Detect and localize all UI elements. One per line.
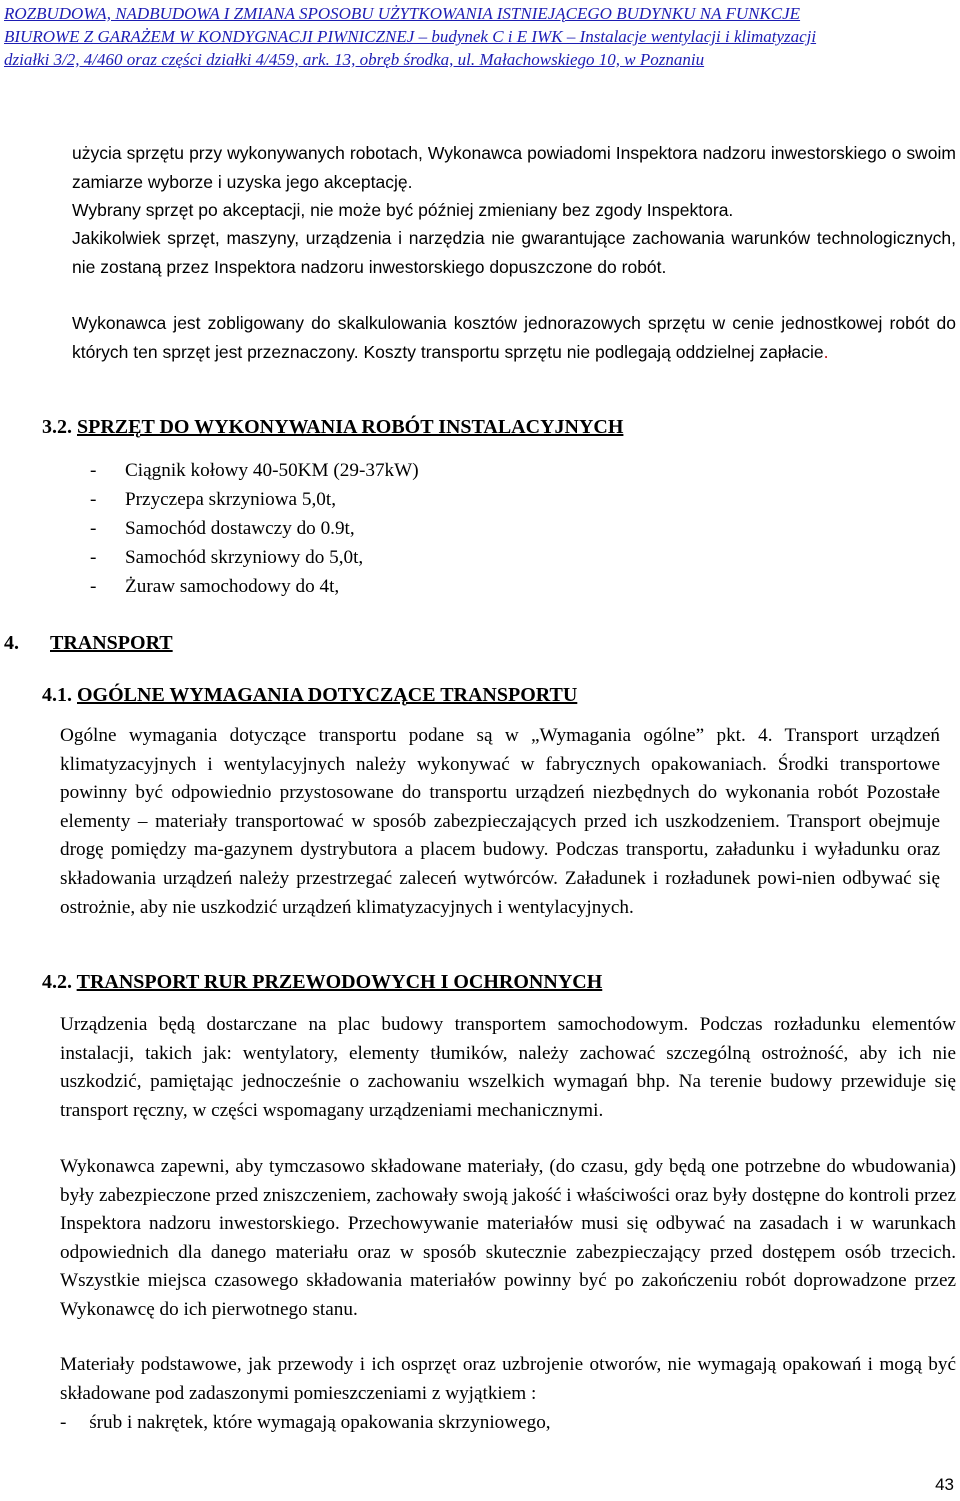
paragraph-transport-general: Ogólne wymagania dotyczące transportu podane są w „Wymagania ogólne” pkt. 4. Transport urządzeń klimatyzacyjnych i wentylacyjnych należy wykonywać w fabrycznych opakowaniach. Środki transportowe powinny być odpowiednio przystosowane do transportu urządzeń niezbędnych do wykonania robót Pozostałe elementy – materiały transportować w sposób zabezpieczających przed ich uszkodzeniem. Transport obejmuje drogę pomiędzy ma-gazynem dystrybutora a placem budowy. Podczas transportu, załadunku i wyładunku oraz składowania urządzeń należy przestrzegać zaleceń wytwórców. Załadunek i rozładunek powi-nien odbywać się ostrożnie, aby nie uszkodzić urządzeń klimatyzacyjnych i wentylacyjnych. <box>60 725 940 918</box>
list-item <box>90 543 419 572</box>
list-dash: - <box>90 460 97 481</box>
list-dash: - <box>90 518 97 539</box>
list-dash: - <box>90 576 97 597</box>
list-item <box>90 514 419 543</box>
list-item-text: Przyczepa skrzyniowa 5,0t, <box>125 489 336 510</box>
document-header <box>4 2 956 71</box>
section-4-2-title: TRANSPORT RUR PRZEWODOWYCH I OCHRONNYCH <box>76 971 603 993</box>
paragraph-basic-materials: Materiały podstawowe, jak przewody i ich osprzęt oraz uzbrojenie otworów, nie wymagają opakowań i mogą być składowane pod zadaszonymi pomieszczeniami z wyjątkiem : <box>60 1354 956 1404</box>
list-item <box>90 485 419 514</box>
section-4-title: TRANSPORT <box>50 632 173 654</box>
paragraph-equipment-costs <box>72 309 956 366</box>
list-item-text: Samochód dostawczy do 0.9t, <box>125 518 355 539</box>
header-line-2: BIUROWE Z GARAŻEM W KONDYGNACJI PIWNICZNEJ – budynek C i E IWK – Instalacje wentylacji i klimatyzacji <box>4 27 817 46</box>
list-item <box>90 456 419 485</box>
list-item-text: śrub i nakrętek, które wymagają opakowania skrzyniowego, <box>89 1412 551 1433</box>
section-3-2-heading <box>42 416 623 439</box>
section-4-1-number: 4.1. <box>42 684 72 706</box>
paragraph-equipment-requirements: Jakikolwiek sprzęt, maszyny, urządzenia i narzędzia nie gwarantujące zachowania warunków technologicznych, nie zostaną przez Inspektora nadzoru inwestorskiego dopuszczone do robót. <box>72 228 956 277</box>
list-dash: - <box>90 547 97 568</box>
equipment-costs-text: Wykonawca jest zobligowany do skalkulowania kosztów jednorazowych sprzętu w cenie jednostkowej robót do których ten sprzęt jest przeznaczony. Koszty transportu sprzętu nie podlegają oddzielnej zapłacie <box>72 313 956 362</box>
header-line-3: działki 3/2, 4/460 oraz części działki 4/459, ark. 13, obręb środka, ul. Małachowskiego 10, w Poznaniu <box>4 50 705 69</box>
paragraph-storage: Wykonawca zapewni, aby tymczasowo składowane materiały, (do czasu, gdy będą one potrzebne do wbudowania) były zabezpieczone przed zniszczeniem, zachowały swoją jakość i właściwości oraz były dostępne do kontroli przez Inspektora nadzoru inwestorskiego. Przechowywanie materiałów musi się odbywać na zasadach i w warunkach odpowiednich dla danego materiału oraz w sposób skutecznie zabezpieczający przed dostępem osób trzecich. Wszystkie miejsca czasowego składowania materiałów powinny być po zakończeniu robót doprowadzone przez Wykonawcę do ich pierwotnego stanu. <box>60 1156 956 1320</box>
section-4-1-title: OGÓLNE WYMAGANIA DOTYCZĄCE TRANSPORTU <box>77 684 578 706</box>
section-4-1-heading <box>42 684 577 707</box>
paragraph-equipment-change: Wybrany sprzęt po akceptacji, nie może być później zmieniany bez zgody Inspektora. <box>72 200 734 220</box>
list-item <box>60 1409 956 1438</box>
section-4-heading <box>4 632 173 655</box>
list-item <box>90 572 419 601</box>
section-4-number: 4. <box>4 632 19 654</box>
list-item-text: Ciągnik kołowy 40-50KM (29-37kW) <box>125 460 419 481</box>
list-item-text: Samochód skrzyniowy do 5,0t, <box>125 547 364 568</box>
list-dash: - <box>90 489 97 510</box>
section-4-2-number: 4.2. <box>42 971 72 993</box>
equipment-list <box>90 456 419 601</box>
paragraph-equipment-approval: użycia sprzętu przy wykonywanych robotach, Wykonawca powiadomi Inspektora nadzoru inwestorskiego o swoim zamiarze wyborze i uzyska jego akceptację. <box>72 143 956 192</box>
list-dash: - <box>60 1412 67 1433</box>
section-3-2-title: SPRZĘT DO WYKONYWANIA ROBÓT INSTALACYJNYCH <box>77 416 624 438</box>
section-3-2-number: 3.2. <box>42 416 72 438</box>
list-item-text: Żuraw samochodowy do 4t, <box>125 576 340 597</box>
header-line-1: ROZBUDOWA, NADBUDOWA I ZMIANA SPOSOBU UŻYTKOWANIA ISTNIEJĄCEGO BUDYNKU NA FUNKCJE <box>4 4 801 23</box>
page-number: 43 <box>935 1475 954 1494</box>
section-4-2-heading <box>42 971 602 994</box>
paragraph-delivery: Urządzenia będą dostarczane na plac budowy transportem samochodowym. Podczas rozładunku elementów instalacji, takich jak: wentylatory, elementy tłumików, należy zachować szczególną ostrożność, aby ich nie uszkodzić, pamiętając jednocześnie o zachowaniu wszelkich wymagań bhp. Na terenie budowy przewiduje się transport ręczny, w części wspomagany urządzeniami mechanicznymi. <box>60 1014 956 1121</box>
equipment-costs-period: . <box>823 341 829 362</box>
